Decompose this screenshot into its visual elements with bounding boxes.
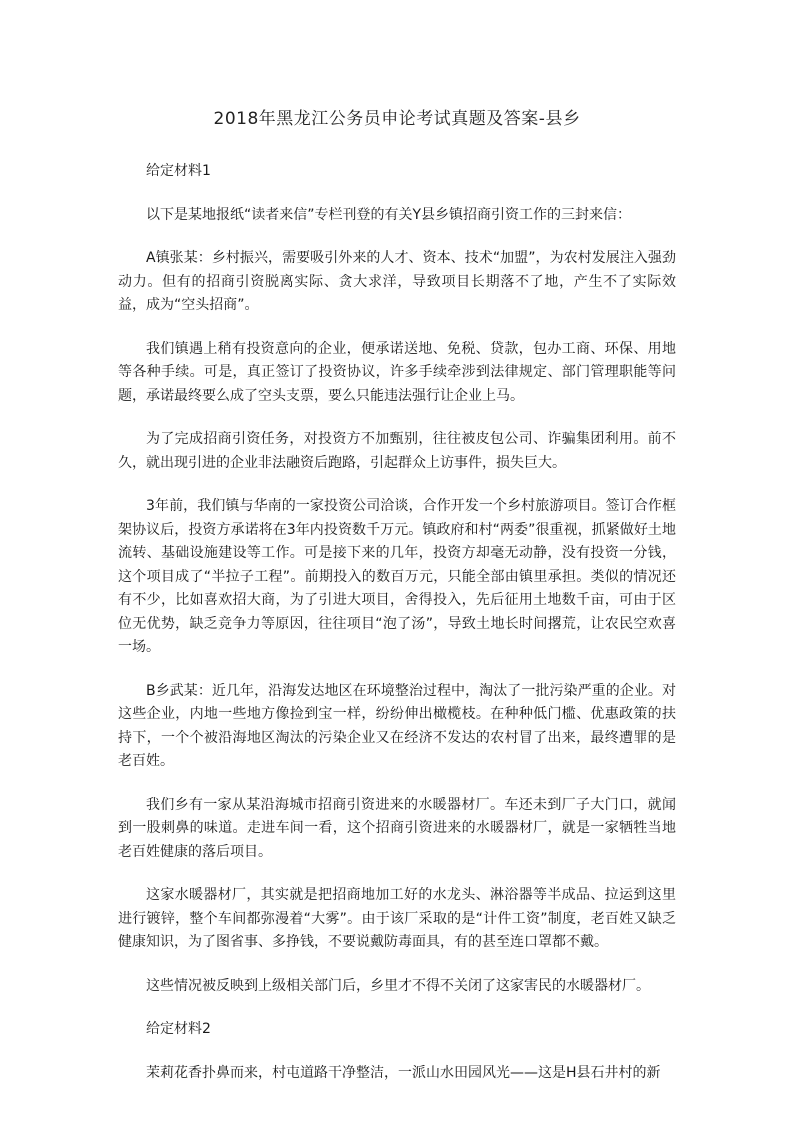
paragraph-investment-screening: 为了完成招商引资任务，对投资方不加甄别，往往被皮包公司、诈骗集团利用。前不久，就出现引进的企业非法融资后跑路，引起群众上访事件，损失巨大。 (118, 431, 676, 471)
paragraph-factory-closed: 这些情况被反映到上级相关部门后，乡里才不得不关闭了这家害民的水暖器材厂。 (146, 977, 650, 994)
section-label-material-1: 给定材料1 (146, 163, 211, 179)
paragraph-intro: 以下是某地报纸“读者来信”专栏刊登的有关Y县乡镇招商引资工作的三封来信： (146, 206, 632, 223)
section-label-material-2: 给定材料2 (146, 1021, 211, 1037)
paragraph-letter-a: A镇张某：乡村振兴，需要吸引外来的人才、资本、技术“加盟”，为农村发展注入强劲动力。但有的招商引资脱离实际、贪大求洋，导致项目长期落不了地，产生不了实际效益，成为“空头招商”。 (118, 250, 676, 313)
document-title: 2018年黑龙江公务员申论考试真题及答案-县乡 (213, 109, 581, 129)
paragraph-plumbing-factory: 我们乡有一家从某沿海城市招商引资进来的水暖器材厂。车还未到厂子大门口，就闻到一股刺鼻的味道。走进车间一看，这个招商引资进来的水暖器材厂，就是一家牺牲当地老百姓健康的落后项目。 (118, 796, 676, 860)
paragraph-town-promises: 我们镇遇上稍有投资意向的企业，便承诺送地、免税、贷款，包办工商、环保、用地等各种手续。可是，真正签订了投资协议，许多手续牵涉到法律规定、部门管理职能等问题，承诺最终要么成了空头支票，要么只能违法强行让企业上马。 (118, 340, 676, 404)
paragraph-galvanizing: 这家水暖器材厂，其实就是把招商地加工好的水龙头、淋浴器等半成品、拉运到这里进行镀锌，整个车间都弥漫着“大雾”。由于该厂采取的是“计件工资”制度，老百姓又缺乏健康知识，为了图省事、多挣钱，不要说戴防毒面具，有的甚至连口罩都不戴。 (118, 887, 676, 950)
paragraph-tourism-project: 3年前，我们镇与华南的一家投资公司洽谈，合作开发一个乡村旅游项目。签订合作框架协议后，投资方承诺将在3年内投资数千万元。镇政府和村“两委”很重视，抓紧做好土地流转、基础设施建设等工作。可是接下来的几年，投资方却毫无动静，没有投资一分钱，这个项目成了“半拉子工程”。前期投入的数百万元，只能全部由镇里承担。类似的情况还有不少，比如喜欢招大商，为了引进大项目，舍得投入，先后征用土地数千亩，可由于区位无优势，缺乏竞争力等原因，往往项目“泡了汤”，导致土地长时间撂荒，让农民空欢喜一场。 (118, 498, 676, 655)
paragraph-jasmine-village: 茉莉花香扑鼻而来，村屯道路干净整洁，一派山水田园风光——这是H县石井村的新 (146, 1064, 661, 1081)
paragraph-letter-b: B乡武某：近几年，沿海发达地区在环境整治过程中，淘汰了一批污染严重的企业。对这些企业，内地一些地方像捡到宝一样，纷纷伸出橄榄枝。在种种低门槛、优惠政策的扶持下，一个个被沿海地区淘汰的污染企业又在经济不发达的农村冒了出来，最终遭罪的是老百姓。 (118, 682, 676, 769)
document-body (118, 160, 676, 1105)
